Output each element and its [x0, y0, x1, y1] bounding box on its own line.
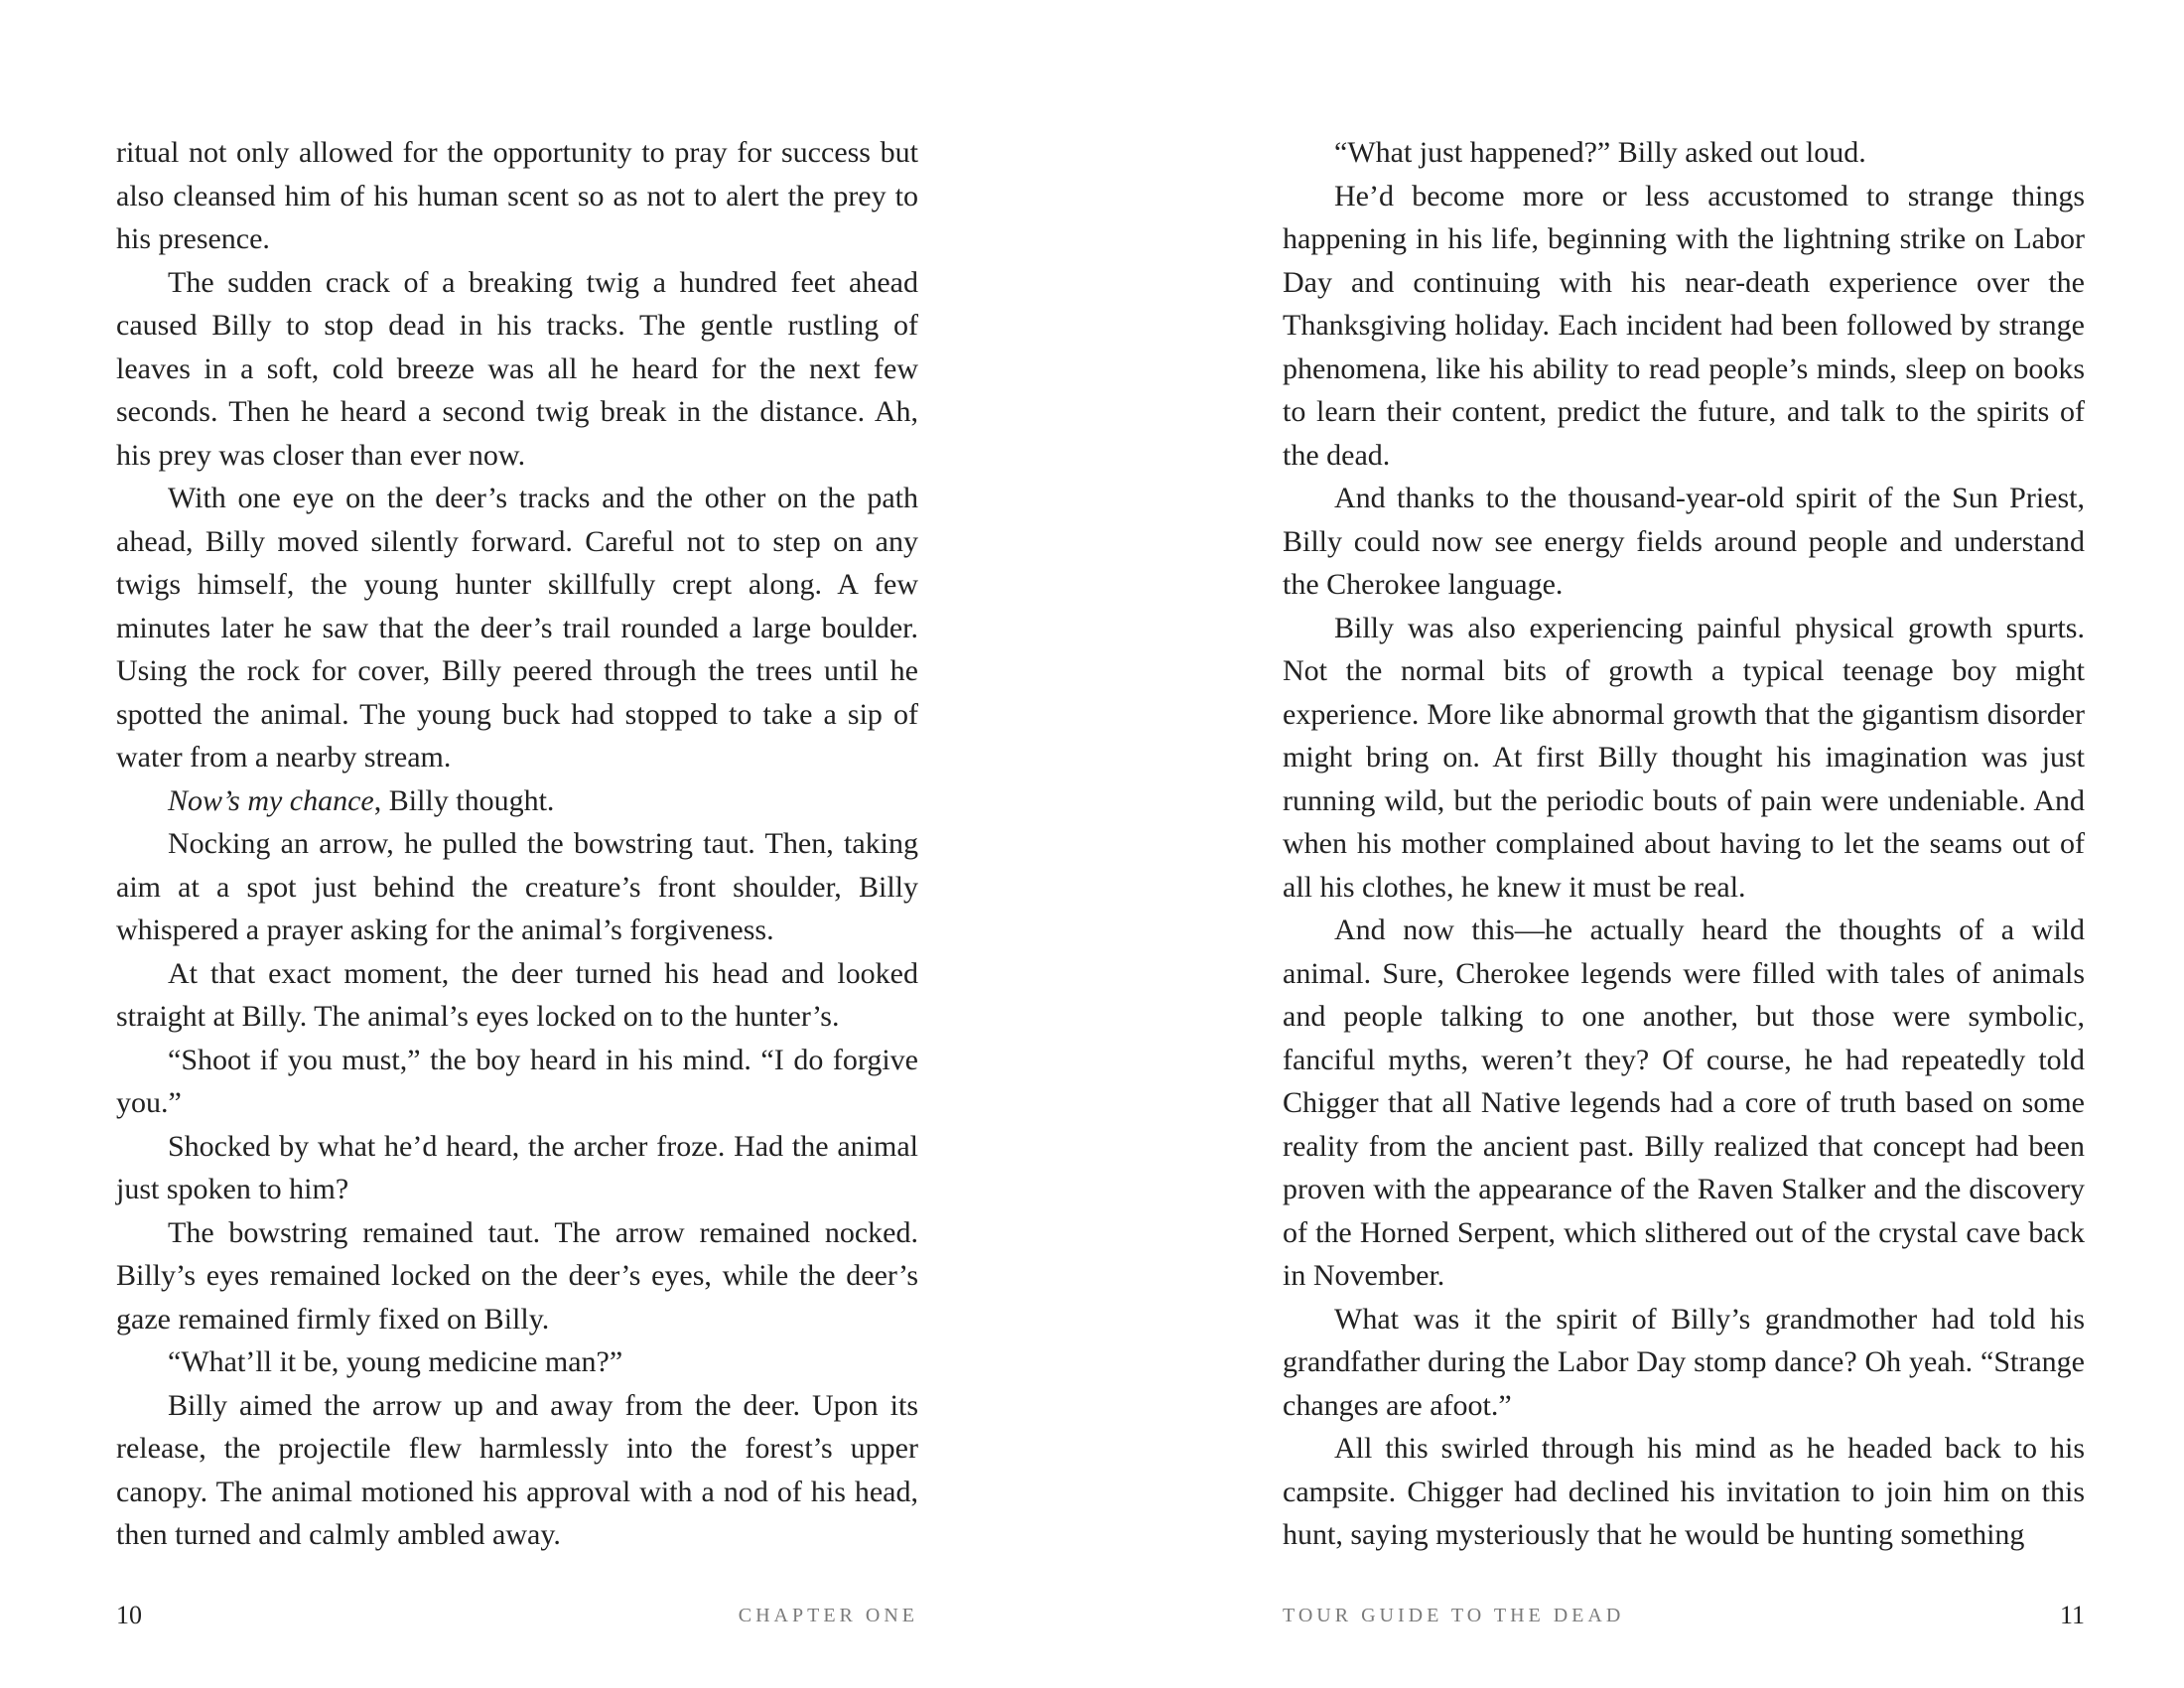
left-page-text — [116, 131, 918, 1557]
paragraph: What was it the spirit of Billy’s grandmother had told his grandfather during the Labor Day stomp dance? Oh yeah. “Strange changes are afoot.” — [1283, 1302, 2085, 1422]
paragraph: And now this—he actually heard the thoughts of a wild animal. Sure, Cherokee legends were filled with tales of animals and people talking to one another, but those were symbolic, fanciful myths, weren’t they? Of course, he had repeatedly told Chigger that all Native legends had a core of truth based on some reality from the ancient past. Billy realized that concept had been proven with the appearance of the Raven Stalker and the discovery of the Horned Serpent, which slithered out of the crystal cave back in November. — [1283, 914, 2085, 1292]
paragraph: Billy was also experiencing painful physical growth spurts. Not the normal bits of growth a typical teenage boy might experience. More like abnormal growth that the gigantism disorder might bring on. At first Billy thought his imagination was just running wild, but the periodic bouts of pain were undeniable. And when his mother complained about having to let the seams out of all his clothes, he knew it must be real. — [1283, 611, 2085, 904]
paragraph: He’d become more or less accustomed to strange things happening in his life, beginning with the lightning strike on Labor Day and continuing with his near-death experience over the Thanksgiving holiday. Each incident had been followed by strange phenomena, like his ability to read people’s minds, sleep on books to learn their content, predict the future, and talk to the spirits of the dead. — [1283, 179, 2085, 472]
paragraph: “Shoot if you must,” the boy heard in his mind. “I do forgive you.” — [116, 1043, 918, 1119]
paragraph: The sudden crack of a breaking twig a hundred feet ahead caused Billy to stop dead in his tracks. The gentle rustling of leaves in a soft, cold breeze was all he heard for the next few seconds. Then he heard a second twig break in the distance. Ah, his prey was closer than ever now. — [116, 265, 918, 472]
paragraph — [116, 779, 918, 823]
paragraph: Billy aimed the arrow up and away from the deer. Upon its release, the projectile flew harmlessly into the forest’s upper canopy. The animal motioned his approval with a nod of his head, then turned and calmly ambled away. — [116, 1388, 918, 1551]
paragraph: And thanks to the thousand-year-old spirit of the Sun Priest, Billy could now see energy fields around people and understand the Cherokee language. — [1283, 482, 2085, 601]
paragraph: At that exact moment, the deer turned his head and looked straight at Billy. The animal’s eyes locked on to the hunter’s. — [116, 956, 918, 1033]
paragraph: ritual not only allowed for the opportunity to pray for success but also cleansed him of his human scent so as not to alert the prey to his presence. — [116, 136, 918, 255]
right-page-text — [1283, 131, 2085, 1557]
left-page-footer — [116, 1601, 918, 1640]
right-page — [1092, 0, 2184, 1688]
paragraph: Shocked by what he’d heard, the archer froze. Had the animal just spoken to him? — [116, 1129, 918, 1205]
paragraph: Nocking an arrow, he pulled the bowstring taut. Then, taking aim at a spot just behind the creature’s front shoulder, Billy whispered a prayer asking for the animal’s forgiveness. — [116, 827, 918, 946]
paragraph-text: , Billy thought. — [373, 783, 555, 817]
italic-thought: Now’s my chance — [168, 783, 374, 817]
paragraph: All this swirled through his mind as he headed back to his campsite. Chigger had declined his invitation to join him on this hunt, saying mysteriously that he would be hunting something — [1283, 1432, 2085, 1551]
paragraph: The bowstring remained taut. The arrow remained nocked. Billy’s eyes remained locked on the deer’s eyes, while the deer’s gaze remained firmly fixed on Billy. — [116, 1215, 918, 1336]
running-head-chapter: CHAPTER ONE — [738, 1605, 918, 1626]
running-head-title: TOUR GUIDE TO THE DEAD — [1283, 1605, 1625, 1626]
page-number: 11 — [2059, 1601, 2085, 1629]
right-page-footer — [1283, 1601, 2085, 1640]
paragraph: “What’ll it be, young medicine man?” — [168, 1345, 623, 1378]
paragraph: With one eye on the deer’s tracks and the other on the path ahead, Billy moved silently forward. Careful not to step on any twigs himself, the young hunter skillfully crept along. A few minutes later he saw that the deer’s trail rounded a large boulder. Using the rock for cover, Billy peered through the trees until he spotted the animal. The young buck had stopped to take a sip of water from a nearby stream. — [116, 482, 918, 774]
page-number: 10 — [116, 1601, 142, 1629]
paragraph: “What just happened?” Billy asked out loud. — [1334, 136, 1866, 169]
